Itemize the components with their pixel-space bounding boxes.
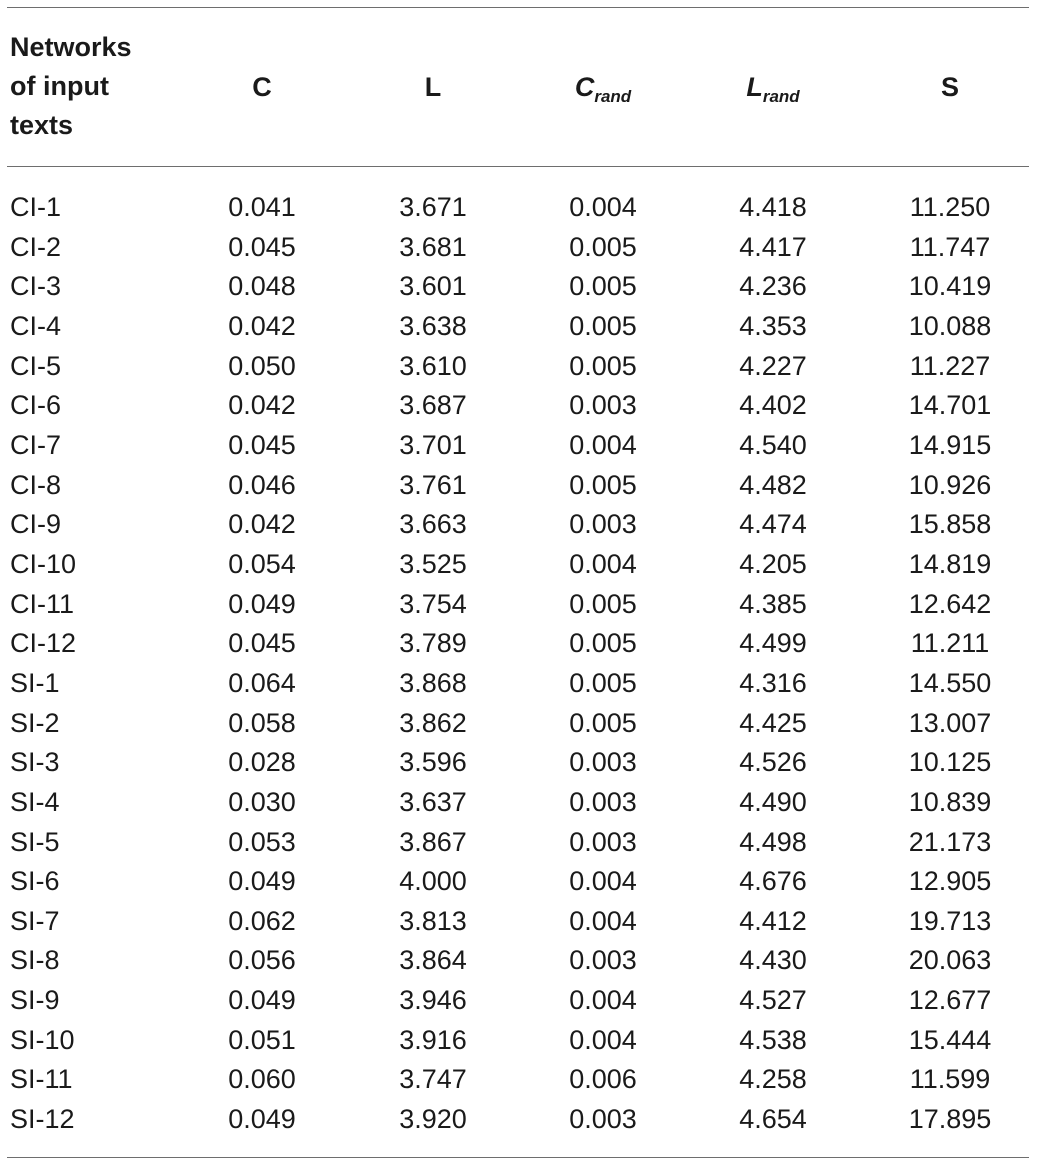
cell-l: 3.663 [399,509,467,540]
header-l-rand [703,68,843,107]
cell-c: 0.041 [228,192,296,222]
cell-l: 3.789 [399,628,467,659]
cell-network-name: CI-3 [10,271,62,302]
cell-l: 3.610 [399,350,467,381]
cell-network-name: SI-3 [10,747,60,778]
cell-l: 3.747 [399,1064,467,1095]
cell-c-rand: 0.004 [569,192,637,222]
cell-l-rand: 4.676 [739,866,807,897]
cell-l-rand: 4.527 [739,985,807,1016]
cell-s: 12.677 [908,985,992,1016]
header-l-rand-main: L [746,72,763,102]
cell-s: 10.088 [908,310,992,341]
cell-c: 0.053 [228,826,296,857]
cell-s: 10.926 [908,469,992,500]
cell-c-rand: 0.005 [569,310,637,341]
cell-l-rand: 4.498 [739,826,807,857]
cell-c-rand: 0.003 [569,390,637,421]
cell-s: 12.642 [908,588,992,619]
cell-s: 11.211 [910,628,990,659]
cell-c-rand: 0.004 [569,866,637,897]
cell-c: 0.064 [228,667,296,698]
cell-l-rand: 4.540 [739,429,807,460]
cell-network-name: SI-9 [10,985,60,1016]
cell-s: 10.839 [908,786,992,817]
cell-l: 3.525 [399,548,467,579]
table-row [7,545,1029,585]
cell-c: 0.062 [228,905,296,936]
cell-c: 0.049 [228,588,296,619]
cell-c-rand: 0.005 [569,628,637,659]
cell-l: 3.754 [399,588,467,619]
cell-network-name: SI-8 [10,945,60,976]
cell-s: 15.858 [908,509,992,540]
cell-s: 20.063 [908,945,992,976]
cell-l-rand: 4.227 [739,350,807,381]
cell-c-rand: 0.006 [569,1064,637,1095]
cell-l-rand: 4.385 [739,588,807,619]
cell-s: 11.747 [909,231,991,262]
cell-l-rand: 4.538 [739,1024,807,1055]
cell-c-rand: 0.004 [569,985,637,1016]
table-row [7,307,1029,347]
cell-s: 10.125 [908,747,992,778]
table-row [7,941,1029,981]
cell-l-rand: 4.236 [739,271,807,302]
cell-c: 0.049 [228,985,296,1016]
cell-c: 0.050 [228,350,296,381]
cell-network-name: SI-12 [10,1104,75,1135]
cell-s: 13.007 [908,707,992,738]
cell-c-rand: 0.003 [569,747,637,778]
cell-s: 11.599 [909,1064,991,1095]
table-row [7,267,1029,307]
data-table [7,0,1029,1167]
cell-c: 0.054 [228,548,296,579]
cell-l: 3.868 [399,667,467,698]
table-row [7,704,1029,744]
cell-l-rand: 4.412 [739,905,807,936]
cell-c-rand: 0.005 [569,469,637,500]
cell-network-name: CI-4 [10,310,62,341]
cell-network-name: SI-4 [10,786,60,817]
table-row [7,1100,1029,1140]
cell-c: 0.046 [228,469,296,500]
cell-c-rand: 0.005 [569,350,637,381]
cell-l: 4.000 [399,866,467,897]
table-row [7,624,1029,664]
cell-l: 3.761 [399,469,467,500]
cell-c: 0.048 [228,271,296,302]
cell-c: 0.058 [228,707,296,738]
cell-c-rand: 0.005 [569,667,637,698]
table-row [7,426,1029,466]
cell-c: 0.045 [228,628,296,659]
cell-c-rand: 0.003 [569,826,637,857]
cell-network-name: CI-2 [10,231,62,262]
cell-s: 17.895 [908,1104,992,1135]
cell-l-rand: 4.316 [739,667,807,698]
table-row [7,386,1029,426]
cell-l-rand: 4.490 [739,786,807,817]
cell-c-rand: 0.004 [569,429,637,460]
cell-c-rand: 0.005 [569,707,637,738]
cell-l-rand: 4.482 [739,469,807,500]
cell-l-rand: 4.654 [739,1104,807,1135]
cell-c: 0.042 [228,390,296,421]
header-rule [7,166,1029,167]
table-row [7,664,1029,704]
cell-network-name: CI-7 [10,429,62,460]
header-c-rand-main: C [574,72,595,102]
cell-c-rand: 0.005 [569,271,637,302]
cell-s: 14.819 [908,548,992,579]
table-body [7,188,1029,1140]
cell-l-rand: 4.402 [739,390,807,421]
cell-l: 3.681 [399,231,467,262]
cell-s: 11.250 [909,192,991,222]
cell-network-name: CI-1 [10,192,62,222]
cell-l-rand: 4.425 [739,707,807,738]
cell-c-rand: 0.003 [569,509,637,540]
header-c-rand-sub: rand [594,87,632,106]
cell-c: 0.060 [228,1064,296,1095]
table-row [7,862,1029,902]
cell-l: 3.701 [399,429,467,460]
cell-c-rand: 0.004 [569,905,637,936]
cell-c-rand: 0.005 [569,231,637,262]
cell-l: 3.862 [399,707,467,738]
cell-l-rand: 4.430 [739,945,807,976]
cell-c: 0.049 [228,1104,296,1135]
cell-network-name: CI-11 [10,588,75,619]
cell-network-name: CI-9 [10,509,62,540]
cell-network-name: SI-11 [10,1064,73,1095]
header-networks: Networks of input texts [10,32,132,140]
cell-l-rand: 4.499 [739,628,807,659]
cell-l: 3.916 [399,1024,467,1055]
table-row [7,228,1029,268]
cell-network-name: CI-8 [10,469,62,500]
cell-s: 11.227 [909,350,991,381]
cell-c-rand: 0.003 [569,786,637,817]
cell-c: 0.049 [228,866,296,897]
cell-network-name: CI-10 [10,548,77,579]
cell-l: 3.867 [399,826,467,857]
cell-l: 3.638 [399,310,467,341]
table-row [7,902,1029,942]
cell-s: 10.419 [908,271,992,302]
cell-l-rand: 4.526 [739,747,807,778]
table-row [7,347,1029,387]
cell-c-rand: 0.004 [569,1024,637,1055]
cell-l: 3.671 [399,192,467,222]
cell-c-rand: 0.005 [569,588,637,619]
header-l-rand-sub: rand [762,87,800,106]
cell-s: 14.915 [908,429,992,460]
table-row [7,585,1029,625]
table-bottom-rule [7,1157,1029,1158]
table-row [7,823,1029,863]
table-row [7,1060,1029,1100]
table-row [7,188,1029,228]
cell-s: 21.173 [908,826,992,857]
cell-c: 0.045 [228,231,296,262]
header-c: C [252,72,272,102]
cell-s: 15.444 [908,1024,992,1055]
table-top-rule [7,7,1029,8]
cell-l: 3.601 [399,271,467,302]
cell-l-rand: 4.418 [739,192,807,222]
cell-network-name: SI-7 [10,905,60,936]
cell-c-rand: 0.003 [569,1104,637,1135]
header-s: S [940,72,959,102]
table-row [7,981,1029,1021]
cell-c: 0.028 [228,747,296,778]
cell-l: 3.596 [399,747,467,778]
cell-l-rand: 4.258 [739,1064,807,1095]
cell-l-rand: 4.353 [739,310,807,341]
cell-network-name: SI-2 [10,707,60,738]
cell-l: 3.946 [399,985,467,1016]
table-row [7,466,1029,506]
cell-s: 19.713 [908,905,992,936]
cell-l-rand: 4.417 [739,231,807,262]
cell-c-rand: 0.004 [569,548,637,579]
cell-l: 3.687 [399,390,467,421]
cell-network-name: CI-6 [10,390,62,421]
cell-network-name: SI-1 [10,667,60,698]
cell-c: 0.056 [228,945,296,976]
cell-s: 12.905 [908,866,992,897]
cell-l: 3.813 [399,905,467,936]
header-l: L [424,72,442,102]
cell-network-name: CI-5 [10,350,62,381]
table-row [7,505,1029,545]
cell-c-rand: 0.003 [569,945,637,976]
cell-network-name: SI-5 [10,826,60,857]
cell-l-rand: 4.205 [739,548,807,579]
cell-network-name: SI-6 [10,866,60,897]
cell-l-rand: 4.474 [739,509,807,540]
cell-l: 3.864 [399,945,467,976]
cell-c: 0.051 [228,1024,296,1055]
cell-c: 0.045 [228,429,296,460]
cell-c: 0.030 [228,786,296,817]
cell-s: 14.550 [908,667,992,698]
cell-s: 14.701 [908,390,992,421]
cell-c: 0.042 [228,509,296,540]
cell-network-name: SI-10 [10,1024,75,1055]
cell-l: 3.637 [399,786,467,817]
cell-c: 0.042 [228,310,296,341]
cell-l: 3.920 [399,1104,467,1135]
cell-network-name: CI-12 [10,628,77,659]
table-row [7,783,1029,823]
table-row [7,1021,1029,1061]
table-row [7,743,1029,783]
header-c-rand [533,68,673,107]
